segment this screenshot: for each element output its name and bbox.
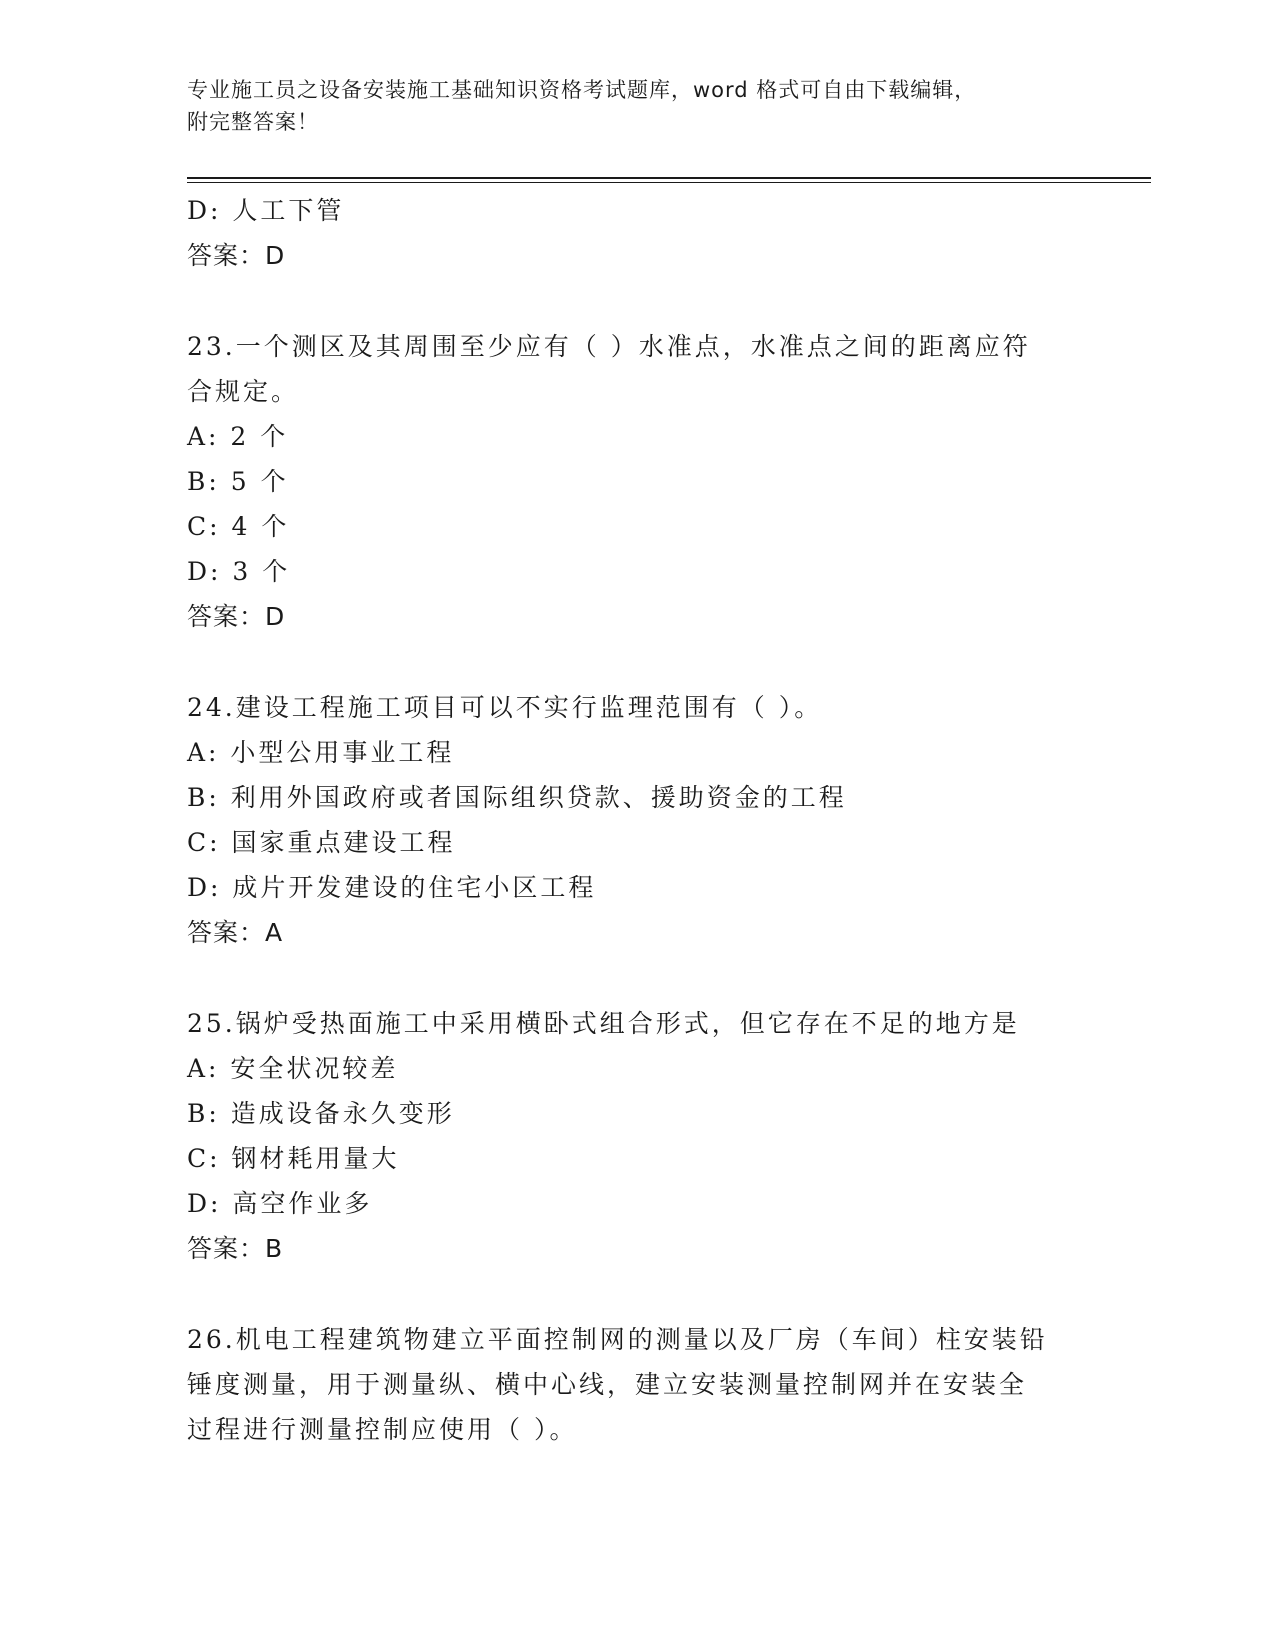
option-a: A: 安全状况较差	[187, 1054, 399, 1083]
spacer	[187, 639, 1087, 685]
question-text-line-2: 合规定。	[187, 377, 300, 406]
option-c: C: 4 个	[187, 512, 290, 541]
option-b: B: 5 个	[187, 467, 289, 496]
header-title-line-1: 专业施工员之设备安装施工基础知识资格考试题库，word 格式可自由下载编辑，	[187, 78, 977, 102]
option-b: B: 利用外国政府或者国际组织贷款、援助资金的工程	[187, 783, 847, 812]
option-a: A: 2 个	[187, 422, 289, 451]
header-divider-thick	[187, 177, 1151, 179]
answer: 答案：D	[187, 241, 286, 270]
question-text-line-1: 23.一个测区及其周围至少应有（ ）水准点，水准点之间的距离应符	[187, 332, 1031, 361]
spacer	[187, 278, 1087, 324]
question-24	[187, 685, 1087, 955]
question-text-line-1: 24.建设工程施工项目可以不实行监理范围有（ ）。	[187, 693, 823, 722]
question-25	[187, 1001, 1087, 1271]
option-b: B: 造成设备永久变形	[187, 1099, 455, 1128]
option-a: A: 小型公用事业工程	[187, 738, 455, 767]
header-title-line-2: 附完整答案！	[187, 110, 319, 134]
spacer	[187, 1271, 1087, 1317]
question-26	[187, 1317, 1087, 1452]
document-header	[187, 74, 1147, 138]
option-d: D: 人工下管	[187, 196, 345, 225]
question-22-tail	[187, 188, 1087, 278]
answer: 答案：D	[187, 602, 286, 631]
answer: 答案：A	[187, 918, 284, 947]
option-d: D: 成片开发建设的住宅小区工程	[187, 873, 597, 902]
question-text-line-3: 过程进行测量控制应使用（ ）。	[187, 1415, 578, 1444]
spacer	[187, 955, 1087, 1001]
option-c: C: 国家重点建设工程	[187, 828, 456, 857]
question-list	[187, 188, 1087, 1452]
question-23	[187, 324, 1087, 639]
question-text-line-1: 26.机电工程建筑物建立平面控制网的测量以及厂房（车间）柱安装铅	[187, 1325, 1048, 1354]
option-d: D: 3 个	[187, 557, 291, 586]
option-c: C: 钢材耗用量大	[187, 1144, 400, 1173]
header-divider-thin	[187, 182, 1151, 183]
answer: 答案：B	[187, 1234, 284, 1263]
question-text-line-1: 25.锅炉受热面施工中采用横卧式组合形式，但它存在不足的地方是	[187, 1009, 1020, 1038]
option-d: D: 高空作业多	[187, 1189, 373, 1218]
question-text-line-2: 锤度测量，用于测量纵、横中心线，建立安装测量控制网并在安装全	[187, 1370, 1028, 1399]
